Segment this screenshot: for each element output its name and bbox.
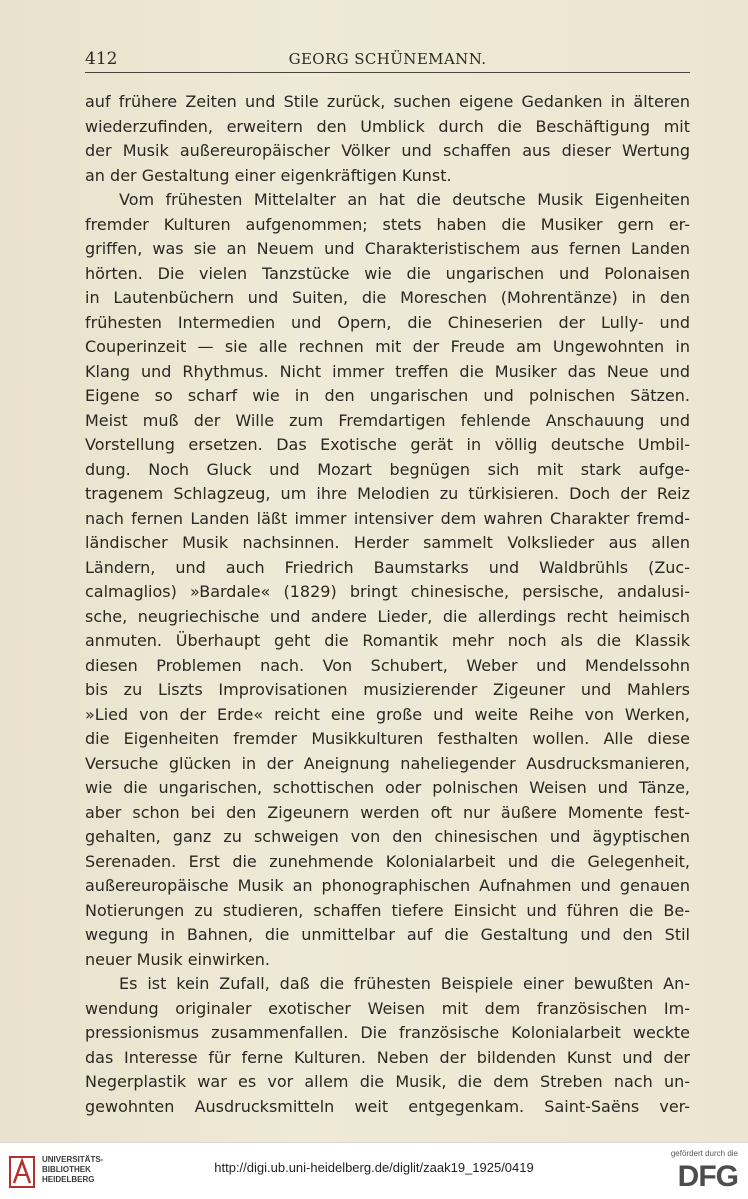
text-line: hörten. Die vielen Tanzstücke wie die ungarischen und Polonaisen [85, 263, 690, 283]
text-line: calmaglios) »Bardale« (1829) bringt chinesische, persische, andalusi- [85, 582, 690, 601]
text-line: Negerplastik war es vor allem die Musik, die dem Streben nach un- [85, 1072, 690, 1091]
text-line: gewohnten Ausdrucksmitteln weit entgegenkam. Saint-Saëns ver- [85, 1096, 690, 1116]
text-line: an der Gestaltung einer eigenkräftigen Kunst. [85, 165, 452, 185]
text-line: Couperinzeit — sie alle rechnen mit der Freude am Ungewohnten in [85, 337, 690, 356]
text-line: frühesten Intermedien und Opern, die Chineserien der Lully- und [85, 312, 690, 332]
page-header [85, 44, 690, 74]
text-line: wiederzufinden, erweitern den Umblick durch die Beschäftigung mit [85, 116, 690, 136]
text-line: pressionismus zusammenfallen. Die französische Kolonialarbeit weckte [85, 1023, 690, 1042]
text-line: Meist muß der Wille zum Fremdartigen fehlende Anschauung und [85, 410, 690, 430]
text-line: in Lautenbüchern und Suiten, die Moreschen (Mohrentänze) in den [85, 288, 690, 307]
text-line: Notierungen zu studieren, schaffen tiefere Einsicht und führen die Be- [85, 900, 690, 920]
permalink-url[interactable]: http://digi.ub.uni-heidelberg.de/diglit/zaak19_1925/0419 [214, 1160, 534, 1175]
viewer-footer [0, 1142, 748, 1199]
text-line: »Lied von der Erde« reicht eine große und weite Reihe von Werken, [85, 704, 690, 724]
text-line: wendung originaler exotischer Weisen mit dem französischen Im- [85, 998, 690, 1018]
text-line: Es ist kein Zufall, daß die frühesten Beispiele einer bewußten An- [119, 974, 690, 993]
text-line: das Interesse für ferne Kulturen. Neben der bildenden Kunst und der [85, 1047, 690, 1067]
text-line: gehalten, ganz zu schweigen von den chinesischen und ägyptischen [85, 827, 690, 846]
text-line: ländischer Musik nachsinnen. Herder sammelt Volkslieder aus allen [85, 533, 690, 552]
text-line: Versuche glücken in der Aneignung naheliegender Ausdrucksmanieren, [85, 753, 690, 773]
text-line: anmuten. Überhaupt geht die Romantik mehr noch als die Klassik [85, 631, 690, 650]
text-line: dung. Noch Gluck und Mozart begnügen sich mit stark aufge- [85, 459, 690, 479]
text-line: aber schon bei den Zigeunern werden oft nur äußere Momente fest- [85, 802, 690, 822]
text-line: die Eigenheiten fremder Musikkulturen festhalten wollen. Alle diese [85, 729, 690, 748]
text-line: außereuropäische Musik an phonographischen Aufnahmen und genauen [85, 876, 690, 895]
text-line: wie die ungarischen, schottischen oder polnischen Weisen und Tänze, [85, 778, 690, 797]
text-line: Vorstellung ersetzen. Das Exotische gerät in völlig deutsche Umbil- [85, 435, 690, 454]
text-line: diesen Problemen nach. Von Schubert, Weber und Mendelssohn [85, 655, 690, 675]
text-line: bis zu Liszts Improvisationen musizierender Zigeuner und Mahlers [85, 680, 690, 699]
funding-note: gefördert durch die [670, 1149, 738, 1158]
text-line: Ländern, und auch Friedrich Baumstarks und Waldbrühls (Zuc- [85, 557, 690, 577]
dfg-logo[interactable]: DFG [677, 1160, 738, 1193]
text-line: nach fernen Landen läßt immer intensiver dem wahren Charakter fremd- [85, 508, 690, 528]
library-name: UNIVERSITÄTS- BIBLIOTHEK HEIDELBERG [42, 1155, 104, 1184]
text-line: wegung in Bahnen, die unmittelbar auf die Gestaltung und den Stil [85, 925, 690, 944]
text-line: griffen, was sie an Neuem und Charakteristischem aus fernen Landen [85, 239, 690, 258]
text-line: auf frühere Zeiten und Stile zurück, suchen eigene Gedanken in älteren [85, 92, 690, 111]
text-line: sche, neugriechische und andere Lieder, die allerdings recht heimisch [85, 606, 690, 626]
text-line: Serenaden. Erst die zunehmende Kolonialarbeit und die Gelegenheit, [85, 851, 690, 871]
text-line: fremder Kulturen aufgenommen; stets haben die Musiker gern er- [85, 214, 690, 234]
text-line: Vom frühesten Mittelalter an hat die deutsche Musik Eigenheiten [119, 190, 690, 209]
text-line: Klang und Rhythmus. Nicht immer treffen die Musiker das Neue und [85, 361, 690, 381]
running-head: GEORG SCHÜNEMANN. [288, 50, 487, 68]
text-line: Eigene so scharf wie in den ungarischen und polnischen Sätzen. [85, 386, 690, 405]
text-line: neuer Musik einwirken. [85, 949, 271, 969]
header-rule [85, 72, 690, 73]
page-number: 412 [85, 49, 118, 69]
text-line: der Musik außereuropäischer Völker und schaffen aus dieser Wertung [85, 141, 690, 160]
text-line: tragenem Schlagzeug, um ihre Melodien zu türkisieren. Doch der Reiz [85, 484, 690, 503]
body-text [85, 90, 690, 1119]
